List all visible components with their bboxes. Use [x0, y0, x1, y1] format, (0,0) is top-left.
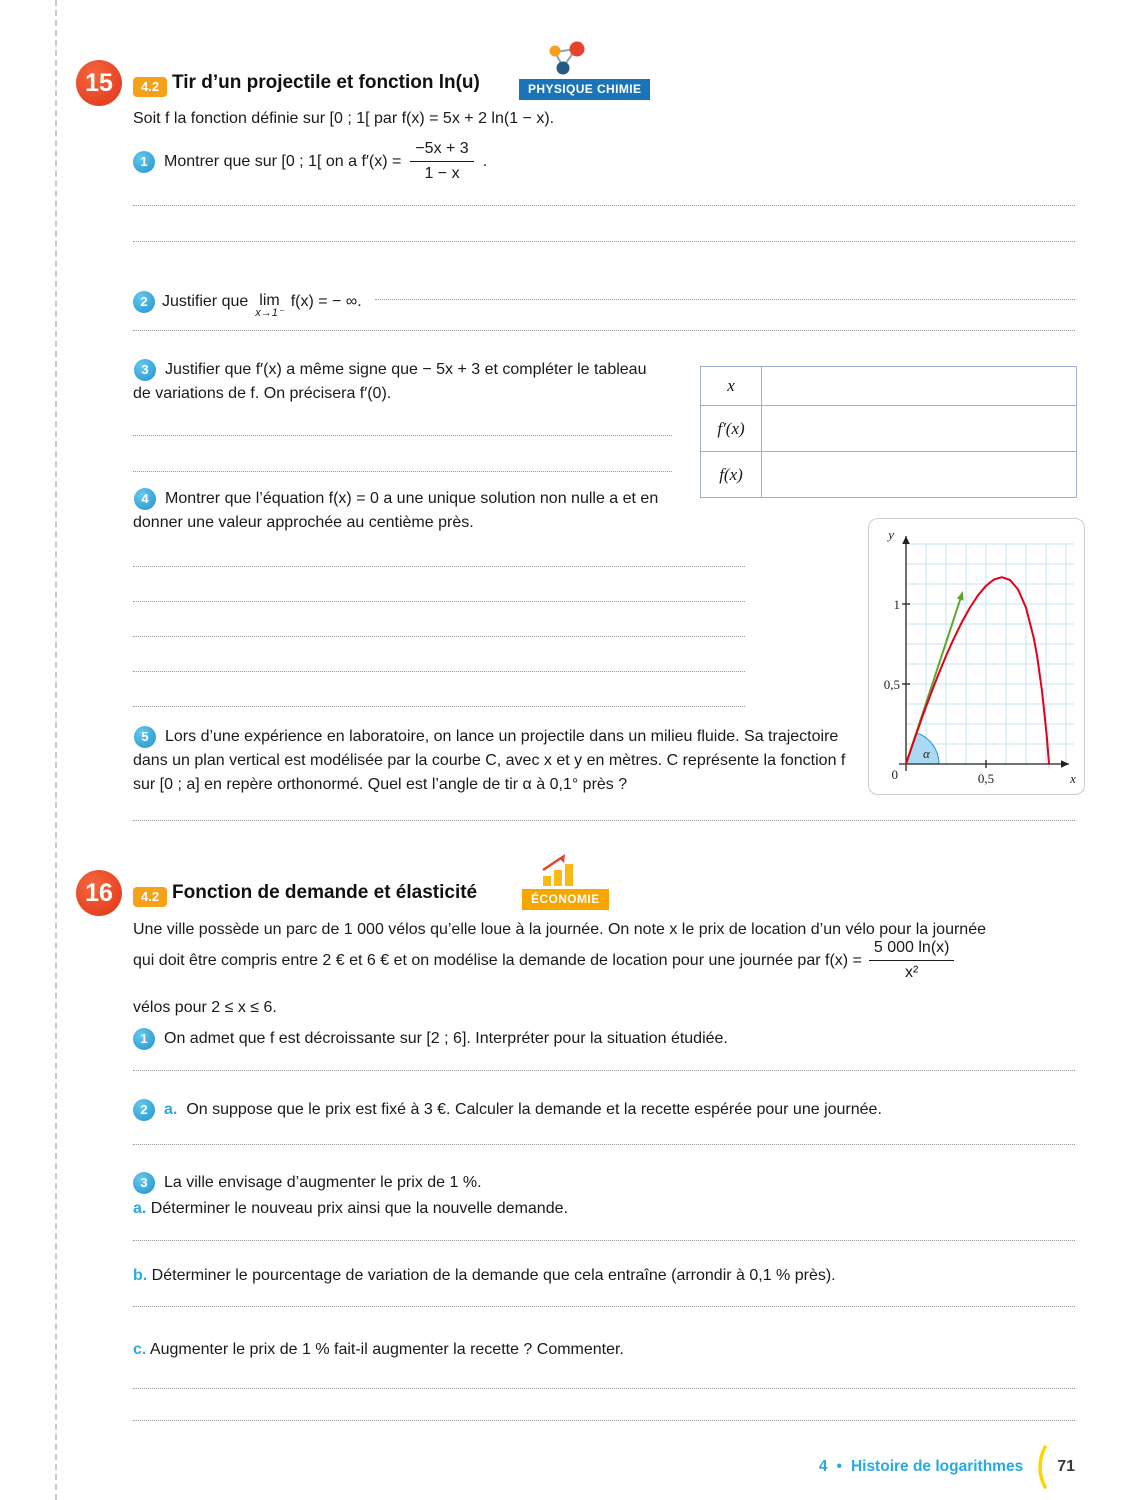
graph-panel: [868, 518, 1085, 795]
subject-tag: ÉCONOMIE: [522, 889, 609, 910]
fraction-numerator: 5 000 ln(x): [869, 938, 955, 961]
answer-line: [133, 706, 745, 707]
table-empty-cell: [762, 406, 1077, 452]
question-2: [133, 1098, 1075, 1122]
table-row-label-f: f(x): [701, 452, 762, 498]
exercise-intro-line2: [133, 938, 1093, 983]
answer-line: [133, 205, 1075, 206]
origin-label: 0: [891, 767, 898, 782]
question-number-badge: 4: [134, 488, 156, 510]
answer-line: [133, 1388, 1075, 1389]
x-axis-label: x: [1070, 771, 1076, 786]
answer-line: [375, 299, 1075, 300]
question-text: Justifier que: [162, 293, 249, 310]
angle-label: α: [923, 746, 930, 761]
question-number-badge: 1: [133, 151, 155, 173]
chapter-number: 4: [818, 1458, 828, 1475]
answer-line: [133, 636, 745, 637]
answer-line: [133, 1240, 1075, 1241]
question-text: On admet que f est décroissante sur [2 ; 6]. Interpréter pour la situation étudiée.: [164, 1030, 728, 1047]
question-1: [133, 139, 1075, 184]
question-text: Augmenter le prix de 1 % fait-il augmenter la recette ? Commenter.: [149, 1341, 624, 1358]
exercise-intro-line3: vélos pour 2 ≤ x ≤ 6.: [133, 999, 277, 1016]
answer-line: [133, 820, 1075, 821]
answer-line: [133, 1144, 1075, 1145]
fraction-numerator: −5x + 3: [410, 139, 473, 162]
sub-question-letter: c.: [133, 1341, 147, 1358]
x-tick-0-5: 0,5: [977, 771, 995, 786]
exercise-number-badge: 15: [76, 60, 122, 106]
footer-separator: •: [836, 1458, 842, 1475]
answer-line: [133, 241, 1075, 242]
answer-line: [133, 671, 745, 672]
question-text-end: .: [482, 152, 488, 170]
table-empty-cell: [762, 367, 1077, 406]
fraction: [869, 938, 955, 983]
difficulty-badge: 4.2: [133, 77, 167, 97]
question-text: La ville envisage d’augmenter le prix de 1 %.: [164, 1174, 482, 1191]
question-3: [133, 1171, 1075, 1195]
question-text-end: f(x) = − ∞.: [290, 293, 362, 310]
answer-line: [133, 1420, 1075, 1421]
chapter-title: Histoire de logarithmes: [850, 1458, 1024, 1475]
page-footer: [819, 1444, 1075, 1490]
subject-tag: PHYSIQUE CHIMIE: [519, 79, 650, 100]
answer-line: [133, 1070, 1075, 1071]
exercise-intro-line1: Une ville possède un parc de 1 000 vélos qu’elle loue à la journée. On note x le prix de location d’un vélo pour la journée: [133, 921, 986, 938]
question-number-badge: 2: [133, 291, 155, 313]
question-3c: [133, 1338, 1075, 1362]
question-text: Déterminer le nouveau prix ainsi que la nouvelle demande.: [150, 1200, 568, 1217]
question-text: Montrer que l’équation f(x) = 0 a une unique solution non nulle a et en donner une valeur approchée au centième près.: [133, 490, 659, 531]
question-text: Montrer que sur [0 ; 1[ on a f′(x) =: [164, 152, 402, 170]
question-3b: [133, 1264, 1075, 1288]
question-3a: [133, 1197, 1075, 1221]
exercise-number-badge: 16: [76, 870, 122, 916]
fraction-denominator: x²: [905, 964, 919, 981]
question-text: Lors d’une expérience en laboratoire, on lance un projectile dans un milieu fluide. Sa trajectoire dans un plan vertical est modélisée par la courbe C, avec x et y en mètres. C représente la fonction f sur [0 ; a] en repère orthonormé. Quel est l’angle de tir α à 0,1° près ?: [133, 728, 846, 793]
question-5: [133, 725, 848, 797]
table-row-label-x: x: [701, 367, 762, 406]
answer-line: [133, 566, 745, 567]
table-empty-cell: [762, 452, 1077, 498]
y-tick-1: 1: [893, 597, 900, 612]
answer-line: [133, 1306, 1075, 1307]
question-number-badge: 2: [133, 1099, 155, 1121]
intro-text: qui doit être compris entre 2 € et 6 € et on modélise la demande de location pour une journée par f(x) =: [133, 951, 862, 969]
y-tick-0-5: 0,5: [883, 677, 900, 692]
exercise-title: Fonction de demande et élasticité: [172, 882, 478, 903]
question-number-badge: 3: [133, 1172, 155, 1194]
variation-table: [700, 366, 1077, 498]
trajectory-curve: [906, 577, 1049, 764]
cut-dashed-line: [55, 0, 57, 1500]
limit-operator: lim: [259, 292, 280, 309]
question-4: [133, 487, 678, 535]
fraction-denominator: 1 − x: [424, 165, 460, 182]
question-number-badge: 1: [133, 1028, 155, 1050]
exercise-intro: Soit f la fonction définie sur [0 ; 1[ par f(x) = 5x + 2 ln(1 − x).: [133, 110, 555, 127]
exercise-title: Tir d’un projectile et fonction ln(u): [172, 72, 480, 93]
question-1: [133, 1027, 1075, 1051]
fraction: [410, 139, 473, 184]
answer-line: [133, 601, 745, 602]
sub-question-letter: a.: [133, 1200, 147, 1217]
molecule-icon: [540, 40, 598, 76]
question-3: [133, 358, 658, 406]
page-number: 71: [1057, 1458, 1075, 1475]
bar-chart-icon: [537, 854, 583, 888]
question-number-badge: 3: [134, 359, 156, 381]
answer-line: [133, 330, 1075, 331]
answer-line: [133, 471, 672, 472]
difficulty-badge: 4.2: [133, 887, 167, 907]
answer-line: [133, 435, 672, 436]
sub-question-letter: a.: [164, 1101, 178, 1118]
sub-question-letter: b.: [133, 1267, 148, 1284]
limit-subscript: x→1⁻: [255, 307, 284, 319]
limit-expression: [255, 294, 283, 320]
question-text: Déterminer le pourcentage de variation de la demande que cela entraîne (arrondir à 0,1 % près).: [151, 1267, 836, 1284]
question-text: Justifier que f′(x) a même signe que − 5x + 3 et compléter le tableau de variations de f. On précisera f′(0).: [133, 361, 647, 402]
question-text: On suppose que le prix est fixé à 3 €. Calculer la demande et la recette espérée pour une journée.: [186, 1101, 882, 1118]
table-row-label-fprime: f′(x): [701, 406, 762, 452]
y-axis-label: y: [888, 527, 894, 542]
question-number-badge: 5: [134, 726, 156, 748]
trajectory-graph-icon: [869, 519, 1082, 792]
highlight-mark-icon: [1032, 1444, 1048, 1490]
question-2: [133, 284, 1075, 320]
